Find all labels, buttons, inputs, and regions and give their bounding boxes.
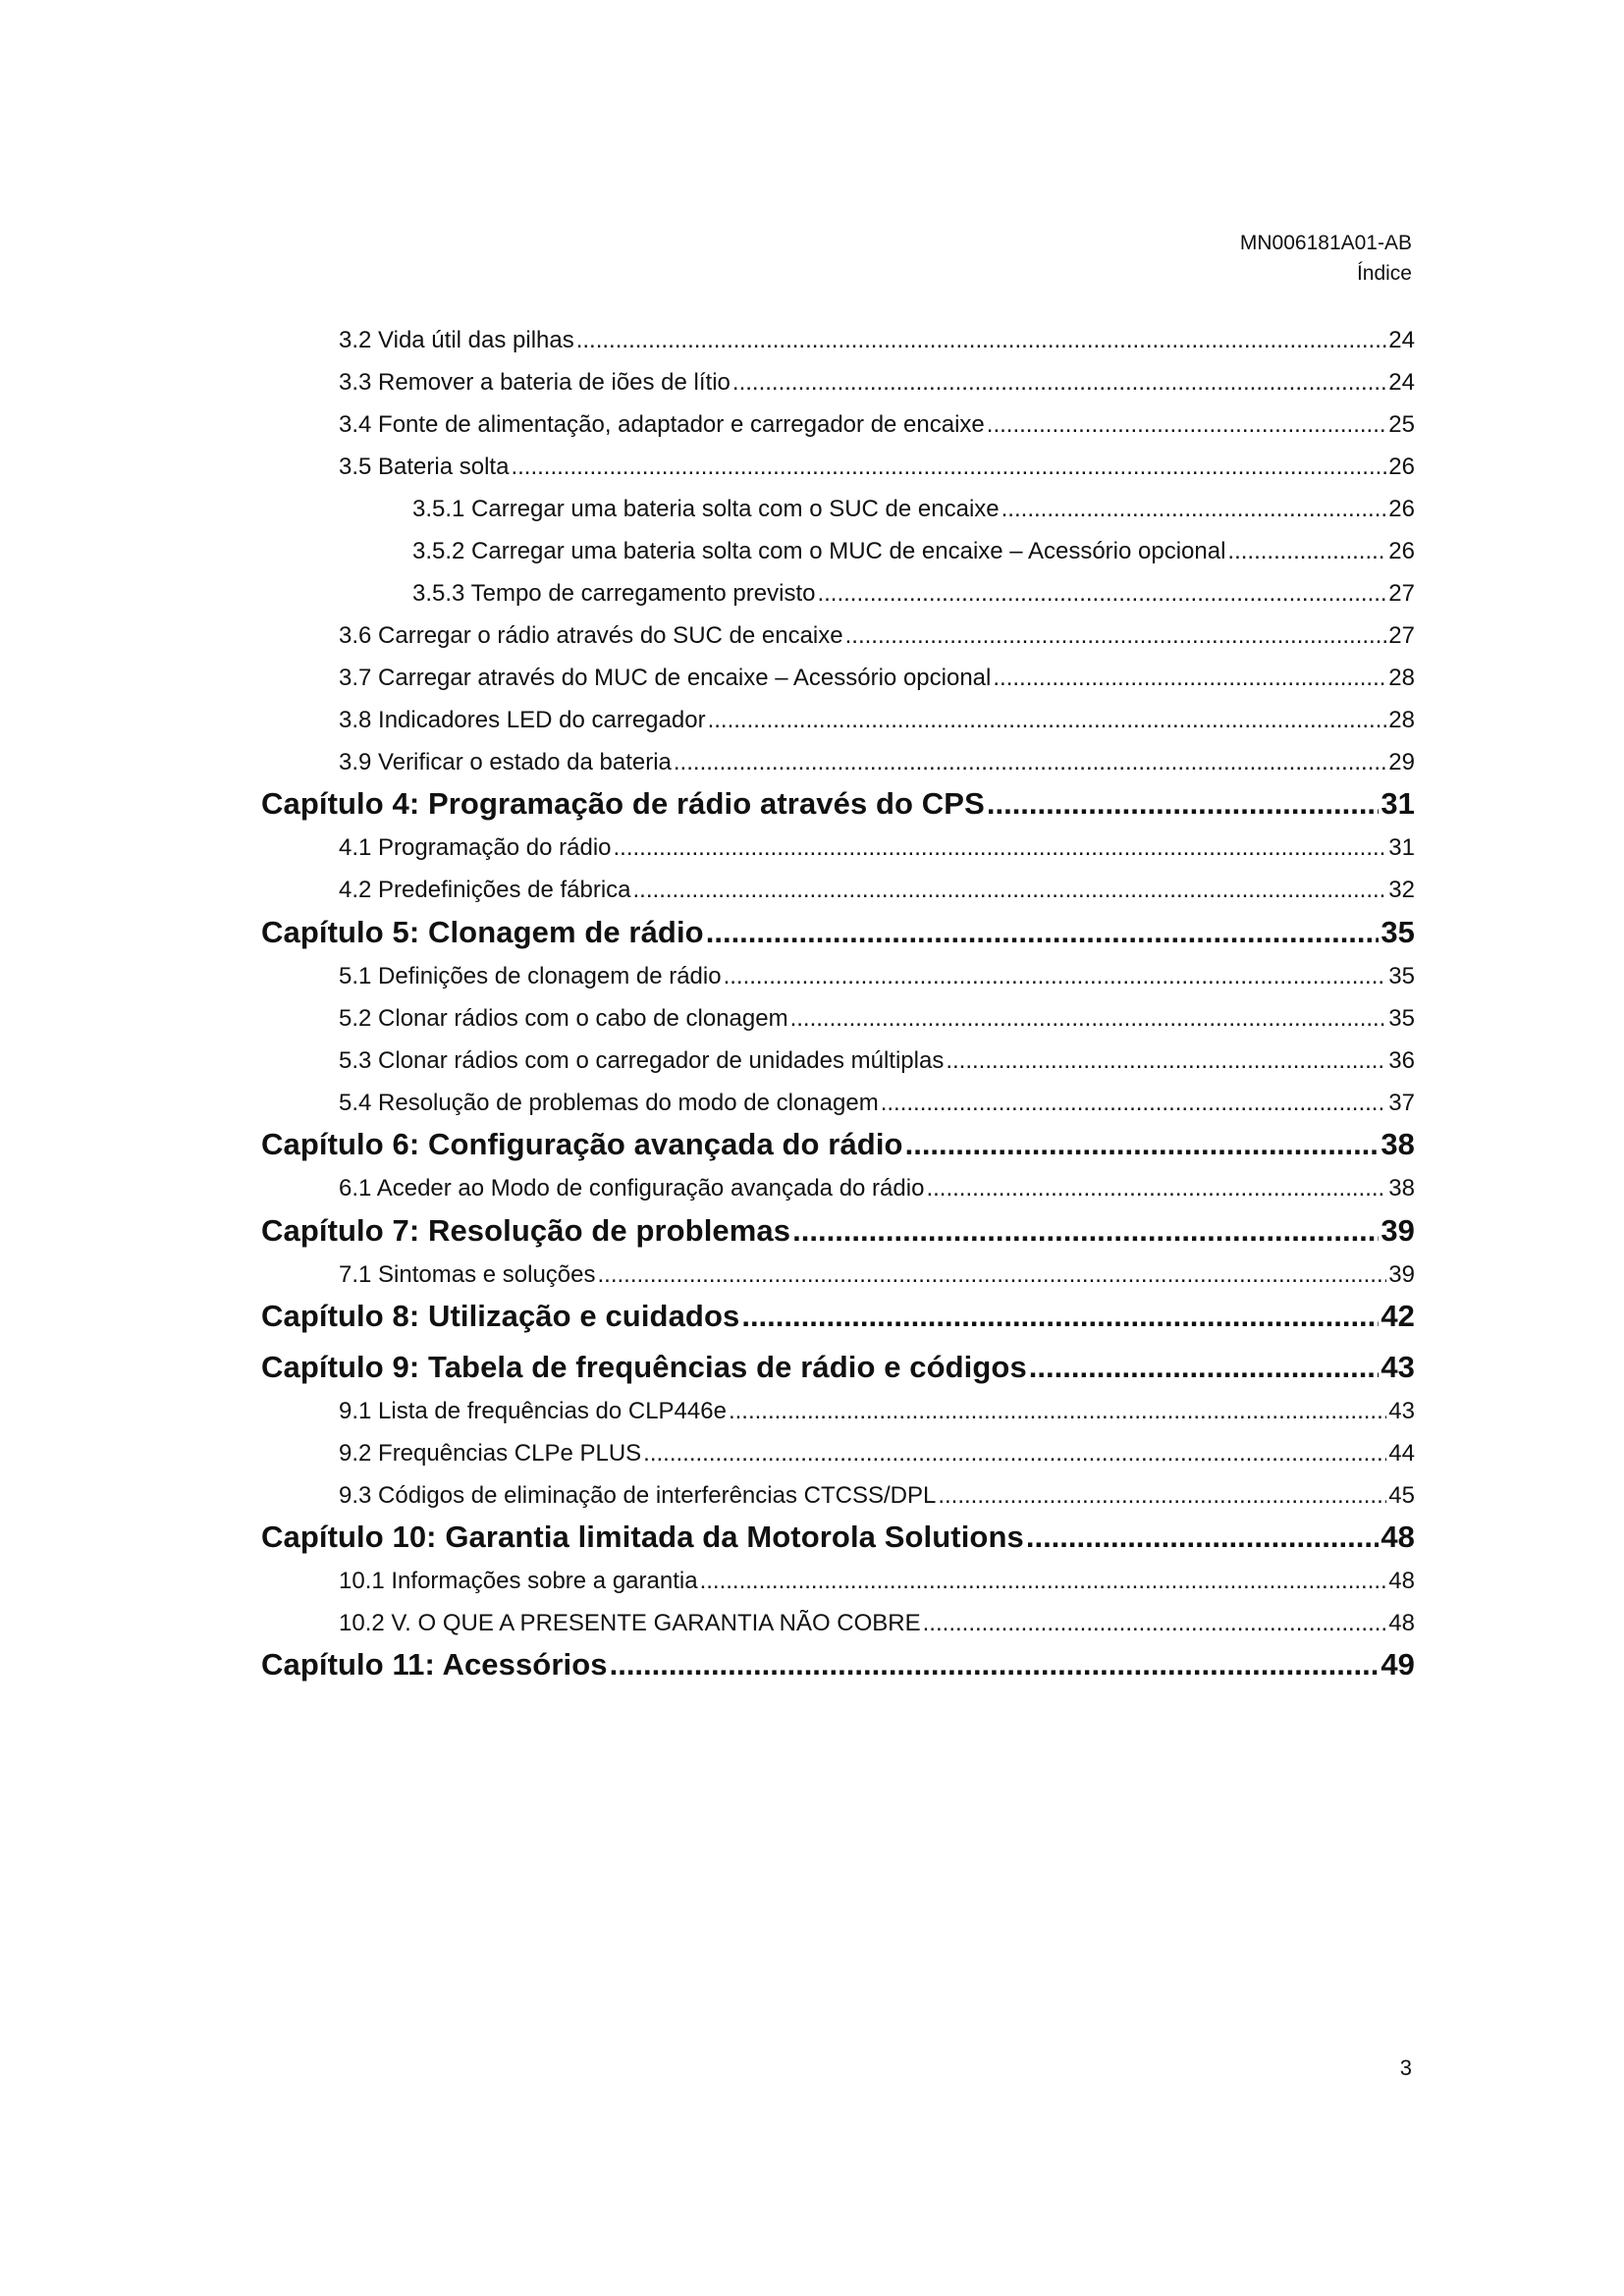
dot-leader bbox=[597, 1261, 1386, 1289]
toc-entry[interactable] bbox=[339, 1005, 1415, 1037]
toc-entry-title: 7.1 Sintomas e soluções bbox=[339, 1261, 596, 1288]
toc-entry-title: 9.2 Frequências CLPe PLUS bbox=[339, 1440, 642, 1467]
toc-entry-title: 3.9 Verificar o estado da bateria bbox=[339, 749, 672, 775]
toc-entry[interactable] bbox=[339, 1047, 1415, 1079]
toc-entry[interactable] bbox=[339, 369, 1415, 400]
toc-entry-page: 26 bbox=[1388, 538, 1415, 564]
toc-entry-title: 3.5.2 Carregar uma bateria solta com o MUC de encaixe – Acessório opcional bbox=[412, 538, 1226, 564]
toc-entry[interactable] bbox=[339, 1440, 1415, 1471]
dot-leader bbox=[926, 1175, 1386, 1202]
toc-chapter-page: 39 bbox=[1380, 1213, 1415, 1248]
toc-entry-title: 3.5.1 Carregar uma bateria solta com o SUC de encaixe bbox=[412, 496, 1000, 522]
toc-chapter-page: 35 bbox=[1380, 915, 1415, 949]
toc-entry-page: 37 bbox=[1388, 1090, 1415, 1116]
toc-subentry[interactable] bbox=[412, 496, 1415, 527]
dot-leader bbox=[576, 327, 1387, 354]
toc-entry-page: 29 bbox=[1388, 749, 1415, 775]
toc-entry-title: 3.3 Remover a bateria de iões de lítio bbox=[339, 369, 731, 396]
dot-leader bbox=[1029, 1350, 1380, 1385]
toc-entry-title: 3.5.3 Tempo de carregamento previsto bbox=[412, 580, 816, 607]
toc-entry-page: 24 bbox=[1388, 327, 1415, 353]
toc-entry[interactable] bbox=[339, 834, 1415, 866]
toc-entry[interactable] bbox=[339, 622, 1415, 654]
toc-chapter[interactable] bbox=[261, 1647, 1415, 1688]
toc-entry[interactable] bbox=[339, 1568, 1415, 1599]
toc-entry-title: 9.1 Lista de frequências do CLP446e bbox=[339, 1398, 727, 1424]
dot-leader bbox=[792, 1213, 1379, 1249]
toc-entry-page: 36 bbox=[1388, 1047, 1415, 1074]
toc-chapter-title: Capítulo 5: Clonagem de rádio bbox=[261, 915, 704, 949]
dot-leader bbox=[1227, 538, 1386, 565]
dot-leader bbox=[881, 1090, 1387, 1117]
toc-entry[interactable] bbox=[339, 1482, 1415, 1514]
toc-chapter-title: Capítulo 10: Garantia limitada da Motorola Solutions bbox=[261, 1520, 1024, 1554]
toc-entry-title: 3.4 Fonte de alimentação, adaptador e carregador de encaixe bbox=[339, 411, 985, 438]
toc-entry-page: 24 bbox=[1388, 369, 1415, 396]
toc-entry[interactable] bbox=[339, 327, 1415, 358]
toc-entry-title: 10.1 Informações sobre a garantia bbox=[339, 1568, 698, 1594]
toc-chapter-title: Capítulo 7: Resolução de problemas bbox=[261, 1213, 791, 1248]
toc-entry-page: 25 bbox=[1388, 411, 1415, 438]
page-number: 3 bbox=[1399, 2056, 1412, 2080]
section-name: Índice bbox=[1356, 262, 1412, 285]
toc-entry-page: 31 bbox=[1388, 834, 1415, 861]
toc-entry-title: 10.2 V. O QUE A PRESENTE GARANTIA NÃO COBRE bbox=[339, 1610, 921, 1636]
toc-entry-page: 38 bbox=[1388, 1175, 1415, 1201]
toc-entry-page: 35 bbox=[1388, 963, 1415, 989]
toc-entry-page: 26 bbox=[1388, 454, 1415, 480]
toc-entry-page: 48 bbox=[1388, 1610, 1415, 1636]
toc-chapter-title: Capítulo 8: Utilização e cuidados bbox=[261, 1299, 740, 1333]
dot-leader bbox=[993, 665, 1386, 692]
dot-leader bbox=[946, 1047, 1386, 1075]
toc-entry-page: 39 bbox=[1388, 1261, 1415, 1288]
toc-chapter-title: Capítulo 4: Programação de rádio através do CPS bbox=[261, 786, 985, 821]
toc-entry[interactable] bbox=[339, 707, 1415, 738]
dot-leader bbox=[987, 411, 1387, 439]
toc-chapter-page: 43 bbox=[1380, 1350, 1415, 1384]
toc-entry[interactable] bbox=[339, 1261, 1415, 1293]
dot-leader bbox=[923, 1610, 1387, 1637]
toc-entry[interactable] bbox=[339, 665, 1415, 696]
toc-entry[interactable] bbox=[339, 454, 1415, 485]
toc-entry-page: 35 bbox=[1388, 1005, 1415, 1032]
toc-entry[interactable] bbox=[339, 1610, 1415, 1641]
toc-chapter[interactable] bbox=[261, 1350, 1415, 1391]
toc-entry-page: 48 bbox=[1388, 1568, 1415, 1594]
toc-chapter-page: 49 bbox=[1380, 1647, 1415, 1682]
toc-entry-page: 43 bbox=[1388, 1398, 1415, 1424]
toc-chapter[interactable] bbox=[261, 786, 1415, 828]
toc-entry-page: 28 bbox=[1388, 707, 1415, 733]
toc-entry[interactable] bbox=[339, 1175, 1415, 1206]
dot-leader bbox=[741, 1299, 1379, 1334]
dot-leader bbox=[708, 707, 1387, 734]
dot-leader bbox=[614, 834, 1387, 862]
toc-entry-title: 6.1 Aceder ao Modo de configuração avançada do rádio bbox=[339, 1175, 925, 1201]
dot-leader bbox=[706, 915, 1380, 950]
toc-entry-title: 3.2 Vida útil das pilhas bbox=[339, 327, 574, 353]
dot-leader bbox=[724, 963, 1387, 990]
dot-leader bbox=[610, 1647, 1380, 1682]
toc-entry-title: 3.5 Bateria solta bbox=[339, 454, 510, 480]
toc-entry-page: 26 bbox=[1388, 496, 1415, 522]
toc-entry-page: 27 bbox=[1388, 580, 1415, 607]
toc-entry[interactable] bbox=[339, 411, 1415, 443]
toc-chapter-title: Capítulo 9: Tabela de frequências de rádio e códigos bbox=[261, 1350, 1027, 1384]
toc-entry-title: 3.6 Carregar o rádio através do SUC de encaixe bbox=[339, 622, 843, 649]
dot-leader bbox=[700, 1568, 1387, 1595]
dot-leader bbox=[643, 1440, 1386, 1468]
toc-chapter-page: 31 bbox=[1380, 786, 1415, 821]
toc-entry-page: 44 bbox=[1388, 1440, 1415, 1467]
dot-leader bbox=[905, 1127, 1380, 1162]
dot-leader bbox=[1001, 496, 1387, 523]
dot-leader bbox=[1026, 1520, 1379, 1555]
dot-leader bbox=[790, 1005, 1387, 1033]
toc-entry[interactable] bbox=[339, 749, 1415, 780]
dot-leader bbox=[511, 454, 1386, 481]
toc-chapter-page: 48 bbox=[1380, 1520, 1415, 1554]
toc-entry[interactable] bbox=[339, 877, 1415, 908]
dot-leader bbox=[987, 786, 1379, 822]
toc-entry-title: 5.3 Clonar rádios com o carregador de unidades múltiplas bbox=[339, 1047, 945, 1074]
toc-subentry[interactable] bbox=[412, 580, 1415, 612]
toc-chapter[interactable] bbox=[261, 1213, 1415, 1255]
toc-chapter-page: 38 bbox=[1380, 1127, 1415, 1161]
dot-leader bbox=[729, 1398, 1386, 1425]
dot-leader bbox=[674, 749, 1386, 776]
toc-entry-page: 32 bbox=[1388, 877, 1415, 903]
dot-leader bbox=[817, 580, 1386, 608]
dot-leader bbox=[938, 1482, 1386, 1510]
toc-entry-title: 9.3 Códigos de eliminação de interferências CTCSS/DPL bbox=[339, 1482, 937, 1509]
toc-entry-title: 4.1 Programação do rádio bbox=[339, 834, 612, 861]
toc-entry-title: 5.4 Resolução de problemas do modo de clonagem bbox=[339, 1090, 879, 1116]
toc-chapter[interactable] bbox=[261, 915, 1415, 956]
toc-chapter[interactable] bbox=[261, 1299, 1415, 1340]
dot-leader bbox=[633, 877, 1387, 904]
toc-chapter-title: Capítulo 6: Configuração avançada do rádio bbox=[261, 1127, 903, 1161]
toc-entry-title: 5.1 Definições de clonagem de rádio bbox=[339, 963, 722, 989]
toc-entry-title: 4.2 Predefinições de fábrica bbox=[339, 877, 631, 903]
toc-entry[interactable] bbox=[339, 1090, 1415, 1121]
toc-entry[interactable] bbox=[339, 1398, 1415, 1429]
toc-chapter-title: Capítulo 11: Acessórios bbox=[261, 1647, 608, 1682]
toc-chapter[interactable] bbox=[261, 1127, 1415, 1168]
toc-entry[interactable] bbox=[339, 963, 1415, 994]
dot-leader bbox=[845, 622, 1387, 650]
dot-leader bbox=[732, 369, 1386, 397]
toc-chapter-page: 42 bbox=[1380, 1299, 1415, 1333]
toc-chapter[interactable] bbox=[261, 1520, 1415, 1561]
toc-entry-title: 3.7 Carregar através do MUC de encaixe – Acessório opcional bbox=[339, 665, 992, 691]
document-id: MN006181A01-AB bbox=[1239, 232, 1412, 254]
toc-entry-page: 28 bbox=[1388, 665, 1415, 691]
toc-subentry[interactable] bbox=[412, 538, 1415, 569]
toc-entry-title: 3.8 Indicadores LED do carregador bbox=[339, 707, 706, 733]
toc-entry-title: 5.2 Clonar rádios com o cabo de clonagem bbox=[339, 1005, 788, 1032]
page-header bbox=[1240, 228, 1412, 289]
toc-entry-page: 45 bbox=[1388, 1482, 1415, 1509]
toc-entry-page: 27 bbox=[1388, 622, 1415, 649]
